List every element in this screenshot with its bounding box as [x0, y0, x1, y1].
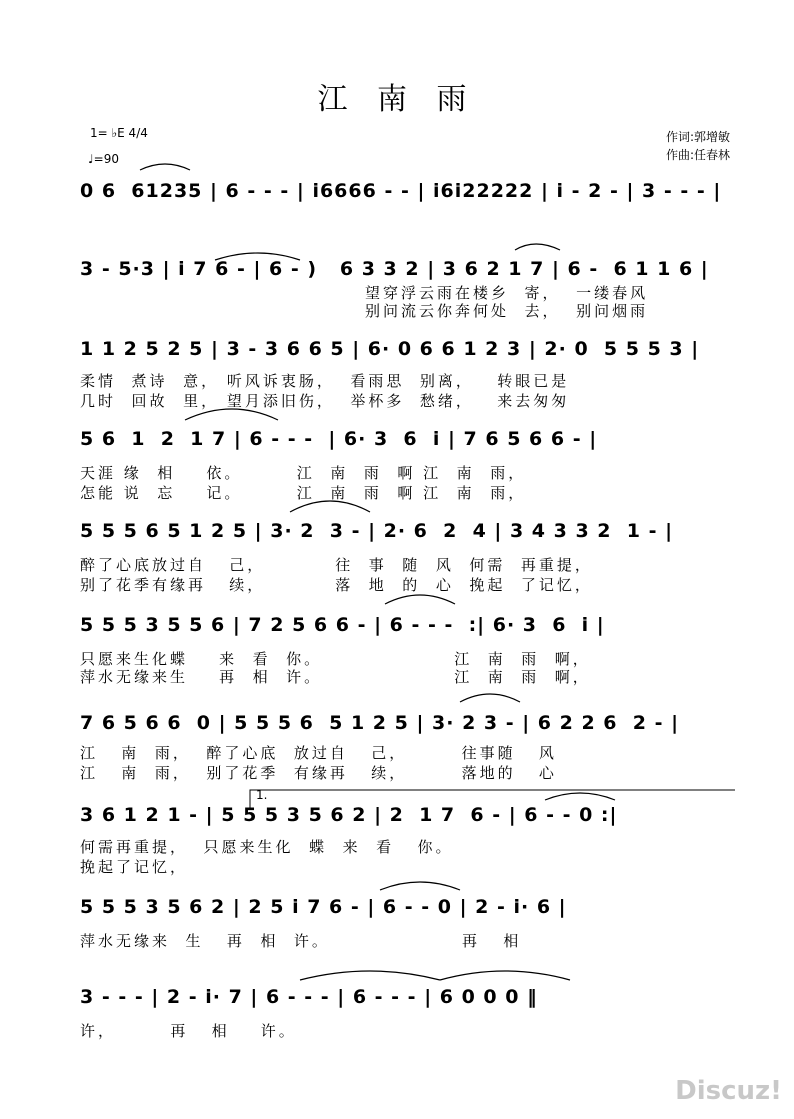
lyrics-verse-1: 天涯 缘 相 依。 江 南 雨 啊 江 南 雨，	[80, 464, 527, 482]
lyrics-verse-1: 许， 再 相 许。	[80, 1022, 297, 1040]
lyrics-verse-1: 望穿浮云雨在楼乡 寄， 一缕春风	[365, 284, 649, 302]
notes-row: 3 - - - | 2 - i· 7 | 6 - - - | 6 - - - | 6 0 0 0 ‖	[80, 986, 538, 1008]
lyrics-verse-1: 柔情 煮诗 意， 听风诉衷肠， 看雨思 别离， 转眼已是	[80, 372, 570, 390]
song-title: 江 南 雨	[317, 82, 477, 117]
lyrics-verse-2: 怎能 说 忘 记。 江 南 雨 啊 江 南 雨，	[80, 484, 527, 502]
lyrics-verse-2: 别了花季有缘再 续， 落 地 的 心 挽起 了记忆，	[80, 576, 593, 594]
lyrics-verse-1: 醉了心底放过自 己， 往 事 随 风 何需 再重提，	[80, 556, 593, 574]
watermark: Discuz!	[675, 1076, 782, 1106]
lyrics-verse-2: 江 南 雨， 别了花季 有缘再 续， 落地的 心	[80, 764, 557, 782]
notes-row: 0 6 61235 | 6 - - - | i6666 - - | i6i22222 | i - 2 - | 3 - - - |	[80, 180, 722, 202]
lyrics-verse-1: 江 南 雨， 醉了心底 放过自 己， 往事随 风	[80, 744, 557, 762]
lyrics-verse-1: 何需再重提， 只愿来生化 蝶 来 看 你。	[80, 838, 454, 856]
lyrics-verse-1: 只愿来生化蝶 来 看 你。 江 南 雨 啊，	[80, 650, 591, 668]
composer-credit: 作曲:任春林	[666, 148, 731, 162]
notes-row: 1 1 2 5 2 5 | 3 - 3 6 6 5 | 6· 0 6 6 1 2 3 | 2· 0 5 5 5 3 |	[80, 338, 700, 360]
notes-row: 5 5 5 6 5 1 2 5 | 3· 2 3 - | 2· 6 2 4 | 3 4 3 3 2 1 - |	[80, 520, 674, 542]
lyrics-verse-2: 别问流云你奔何处 去， 别问烟雨	[365, 302, 649, 320]
notes-row: 5 5 5 3 5 5 6 | 7 2 5 6 6 - | 6 - - - :| 6· 3 6 i |	[80, 614, 605, 636]
tempo-marking: ♩=90	[88, 152, 119, 166]
lyrics-verse-1: 萍水无缘来 生 再 相 许。 再 相	[80, 932, 522, 950]
lyrics-verse-2: 挽起了记忆，	[80, 858, 189, 876]
lyrics-verse-2: 几时 回故 里， 望月添旧伤， 举杯多 愁绪， 来去匆匆	[80, 392, 570, 410]
key-signature: 1= ♭E 4/4	[90, 126, 148, 140]
notes-row: 5 5 5 3 5 6 2 | 2 5 i 7 6 - | 6 - - 0 | 2 - i· 6 |	[80, 896, 567, 918]
notes-row: 3 6 1 2 1 - | 5 5 5 3 5 6 2 | 2 1 7 6 - | 6 - - 0 :|	[80, 804, 618, 826]
notes-row: 7 6 5 6 6 0 | 5 5 5 6 5 1 2 5 | 3· 2 3 - | 6 2 2 6 2 - |	[80, 712, 680, 734]
notes-row: 5 6 1 2 1 7 | 6 - - - | 6· 3 6 i | 7 6 5 6 6 - |	[80, 428, 598, 450]
notes-row: 3 - 5·3 | i 7 6 - | 6 - ) 6 3 3 2 | 3 6 2 1 7 | 6 - 6 1 1 6 |	[80, 258, 709, 280]
volta-bracket-label: 1.	[256, 788, 268, 802]
lyrics-verse-2: 萍水无缘来生 再 相 许。 江 南 雨 啊，	[80, 668, 591, 686]
lyricist-credit: 作词:郭增敏	[666, 130, 731, 144]
